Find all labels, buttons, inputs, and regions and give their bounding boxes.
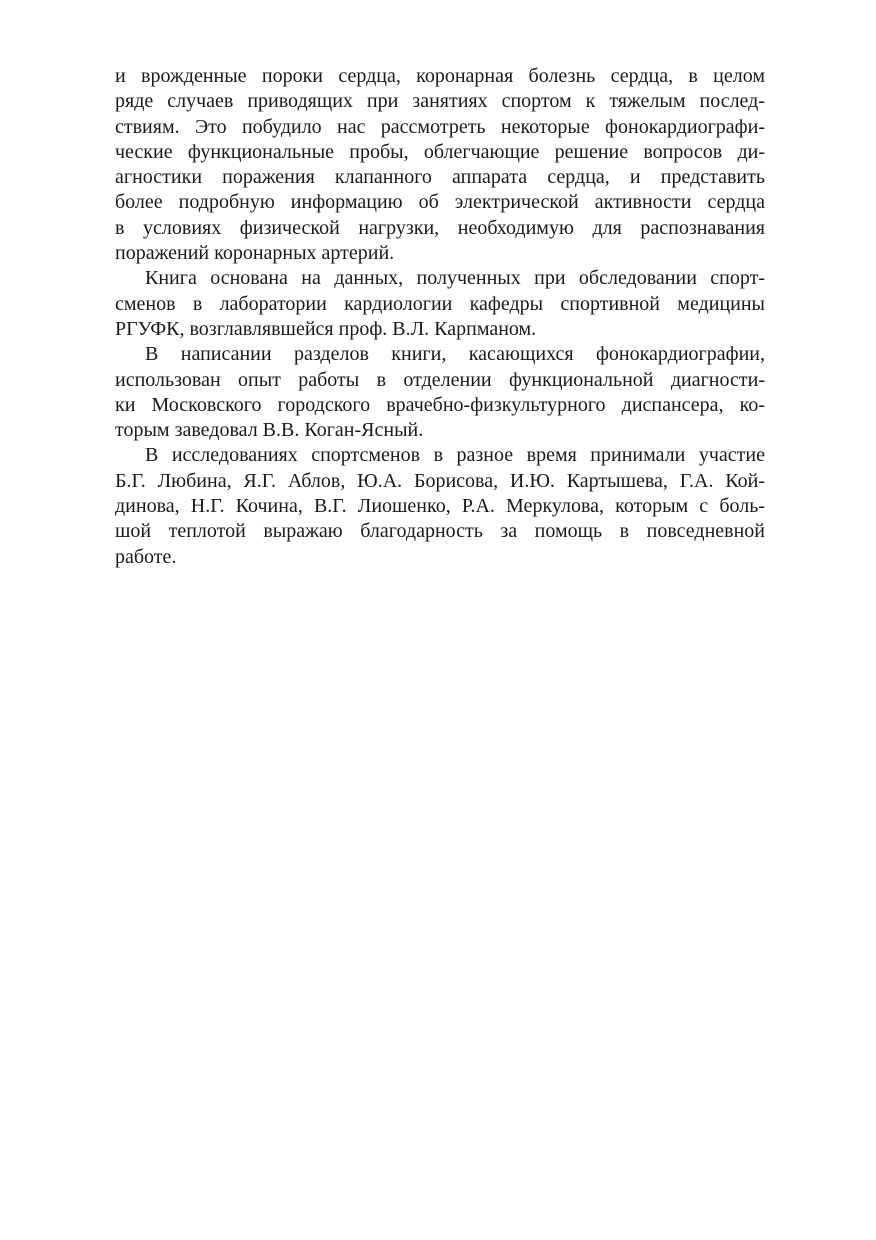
- text-line: ряде случаев приводящих при занятиях спортом к тяжелым послед-: [115, 90, 765, 113]
- text-line: В написании разделов книги, касающихся фонокардиографии,: [145, 343, 765, 366]
- text-line: В исследованиях спортсменов в разное время принимали участие: [145, 444, 765, 467]
- paragraph-phonocardiography: [115, 342, 765, 443]
- text-line: более подробную информацию об электрической активности сердца: [115, 191, 765, 214]
- text-line: ческие функциональные пробы, облегчающие решение вопросов ди-: [115, 140, 765, 163]
- text-line: Книга основана на данных, полученных при обследовании спорт-: [145, 267, 765, 290]
- text-line: динова, Н.Г. Кочина, В.Г. Лиошенко, Р.А. Меркулова, которым с боль-: [115, 495, 765, 518]
- text-line: РГУФК, возглавлявшейся проф. В.Л. Карпманом.: [115, 317, 537, 340]
- text-line: в условиях физической нагрузки, необходимую для распознавания: [115, 216, 765, 239]
- text-line: и врожденные пороки сердца, коронарная болезнь сердца, в целом: [115, 65, 765, 87]
- document-body: [115, 64, 765, 570]
- text-line: сменов в лаборатории кардиологии кафедры спортивной медицины: [115, 292, 765, 315]
- text-line: шой теплотой выражаю благодарность за помощь в повседневной: [115, 520, 765, 543]
- text-line: торым заведовал В.В. Коган-Ясный.: [115, 419, 424, 442]
- text-line: ки Московского городского врачебно-физкультурного диспансера, ко-: [115, 393, 765, 416]
- text-line: агностики поражения клапанного аппарата сердца, и представить: [115, 166, 765, 189]
- text-line: работе.: [115, 545, 177, 568]
- paragraph-intro-continuation: [115, 64, 765, 266]
- text-line: ствиям. Это побудило нас рассмотреть некоторые фонокардиографи-: [115, 115, 765, 138]
- paragraph-acknowledgements: [115, 443, 765, 569]
- text-line: поражений коронарных артерий.: [115, 242, 395, 265]
- text-line: использован опыт работы в отделении функциональной диагности-: [115, 368, 765, 391]
- text-line: Б.Г. Любина, Я.Г. Аблов, Ю.А. Борисова, И.Ю. Картышева, Г.А. Кой-: [115, 469, 765, 492]
- paragraph-book-basis: [115, 266, 765, 342]
